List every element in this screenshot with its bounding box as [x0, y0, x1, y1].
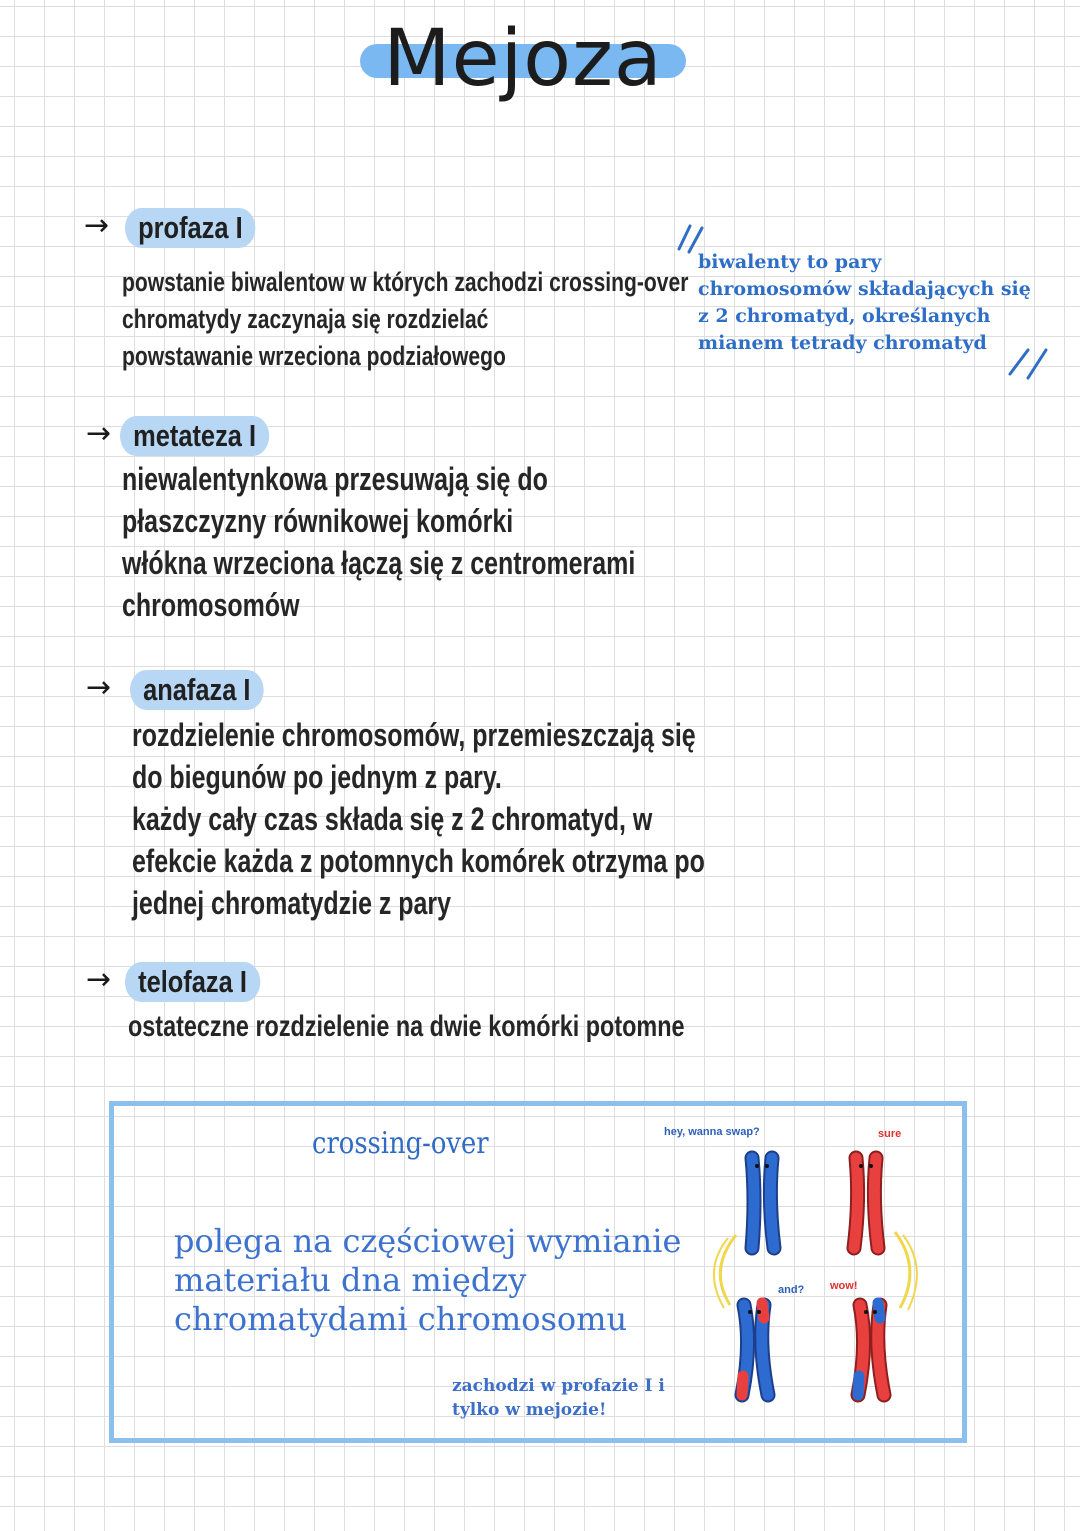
note-line: z 2 chromatyd, określanych: [698, 305, 991, 327]
label-sure: sure: [878, 1128, 902, 1140]
note-line: mianem tetrady chromatyd: [698, 332, 987, 354]
phase-heading-anafaza: anafaza I: [130, 670, 264, 710]
phase-body-profaza: [122, 264, 688, 375]
text-line: włókna wrzeciona łączą się z centromerami: [122, 545, 636, 581]
arrow-icon: →: [84, 208, 110, 243]
side-note: [698, 249, 1031, 357]
crossing-over-title: crossing-over: [312, 1126, 489, 1161]
crossing-over-description: [174, 1222, 681, 1339]
desc-line: polega na częściowej wymianie: [174, 1222, 682, 1260]
note-line: biwalenty to pary: [698, 251, 882, 273]
text-line: chromosomów: [122, 587, 300, 623]
double-slash-icon: [1006, 344, 1052, 382]
phase-body-anafaza: [132, 714, 705, 924]
note-line: tylko w mejozie!: [452, 1400, 607, 1420]
chromosome-red-bottom: [858, 1303, 884, 1395]
text-line: jednej chromatydzie z pary: [132, 885, 452, 921]
label-and: and?: [778, 1284, 805, 1296]
label-wow: wow!: [830, 1280, 858, 1292]
note-line: chromosomów składających się: [698, 278, 1031, 300]
phase-body-metateza: [122, 458, 635, 626]
chromosome-blue-bottom: [742, 1303, 768, 1395]
text-line: efekcie każda z potomnych komórek otrzyma po: [132, 843, 705, 879]
crossing-over-note: [452, 1374, 665, 1422]
arrow-icon: →: [86, 962, 112, 997]
chromosome-red-top: [854, 1158, 878, 1248]
text-line: rozdzielenie chromosomów, przemieszczają się: [132, 717, 696, 753]
phase-heading-metateza: metateza I: [120, 416, 269, 456]
text-line: każdy cały czas składa się z 2 chromatyd, w: [132, 801, 653, 837]
phase-heading-profaza: profaza I: [125, 208, 256, 248]
text-line: chromatydy zaczynaja się rozdzielać: [122, 304, 489, 334]
phase-heading-telofaza: telofaza I: [125, 962, 260, 1002]
label-hey: hey, wanna swap?: [664, 1126, 760, 1138]
phase-body-telofaza: [128, 1008, 685, 1046]
chromosome-illustration: [700, 1140, 930, 1410]
desc-line: materiału dna między: [174, 1261, 527, 1299]
text-line: niewalentynkowa przesuwają się do: [122, 461, 548, 497]
arrow-icon: →: [86, 416, 112, 451]
chromosome-blue-top: [752, 1158, 774, 1248]
page-title: Mejoza: [383, 14, 663, 104]
text-line: powstanie biwalentow w których zachodzi crossing-over: [122, 267, 689, 297]
text-line: ostateczne rozdzielenie na dwie komórki potomne: [128, 1010, 685, 1043]
text-line: do biegunów po jednym z pary.: [132, 759, 502, 795]
note-line: zachodzi w profazie I i: [452, 1376, 665, 1396]
arrow-icon: →: [86, 670, 112, 705]
text-line: powstawanie wrzeciona podziałowego: [122, 341, 506, 371]
desc-line: chromatydami chromosomu: [174, 1300, 628, 1338]
text-line: płaszczyzny równikowej komórki: [122, 503, 514, 539]
